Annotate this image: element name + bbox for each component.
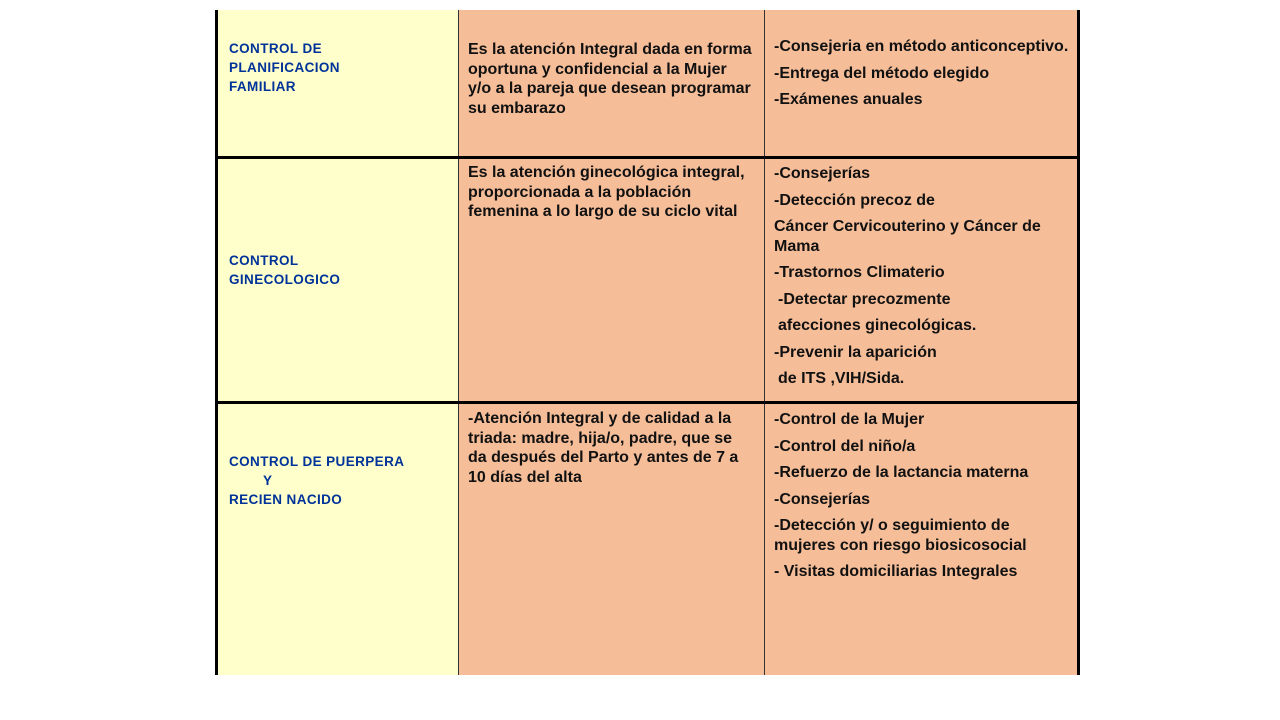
items-cell xyxy=(765,159,1077,404)
table-row-ginecologico xyxy=(218,156,1077,404)
description-cell xyxy=(459,159,765,404)
label-line: RECIEN NACIDO xyxy=(229,492,343,507)
items-list xyxy=(774,410,1069,589)
description-text: Es la atención Integral dada en forma oportuna y confidencial a la Mujer y/o a la pareja que desean programar su embarazo xyxy=(468,41,752,117)
items-list xyxy=(774,164,1069,396)
row-label xyxy=(229,39,452,96)
description-cell xyxy=(459,404,765,675)
label-line: CONTROL xyxy=(229,253,299,268)
list-item: -Detección precoz de xyxy=(774,191,935,209)
table-row-puerpera xyxy=(218,401,1077,675)
items-cell xyxy=(765,404,1077,675)
items-cell xyxy=(765,10,1077,156)
list-item: afecciones ginecológicas. xyxy=(778,317,977,334)
list-item: Cáncer Cervicouterino y Cáncer de Mama xyxy=(774,218,1041,255)
table-row-planificacion xyxy=(218,10,1077,156)
row-label xyxy=(229,251,452,289)
row-label-cell xyxy=(218,10,459,156)
services-table xyxy=(215,10,1080,675)
list-item: -Detección y/ o seguimiento de mujeres con riesgo biosicosocial xyxy=(774,517,1027,554)
label-line: FAMILIAR xyxy=(229,79,296,94)
row-label-cell xyxy=(218,159,459,404)
list-item: -Entrega del método elegido xyxy=(774,64,990,82)
list-item: -Consejeria en método anticonceptivo. xyxy=(774,38,1069,55)
description-text: -Atención Integral y de calidad a la triada: madre, hija/o, padre, que se da después del Parto y antes de 7 a 10 días del alta xyxy=(468,410,739,486)
list-item: -Control del niño/a xyxy=(774,437,916,455)
list-item: -Detectar precozmente xyxy=(778,290,951,308)
description-cell xyxy=(459,10,765,156)
list-item: -Exámenes anuales xyxy=(774,91,923,108)
label-line: PLANIFICACION xyxy=(229,60,340,75)
list-item: -Trastornos Climaterio xyxy=(774,264,945,281)
list-item: -Consejerías xyxy=(774,490,871,508)
list-item: -Control de la Mujer xyxy=(774,411,925,428)
description-text: Es la atención ginecológica integral, proporcionada a la población femenina a lo largo de su ciclo vital xyxy=(468,164,745,220)
list-item: de ITS ,VIH/Sida. xyxy=(778,370,905,387)
list-item: - Visitas domiciliarias Integrales xyxy=(774,563,1018,580)
label-line: GINECOLOGICO xyxy=(229,272,341,287)
list-item: -Consejerías xyxy=(774,165,871,182)
row-label xyxy=(229,452,452,509)
items-list xyxy=(774,37,1069,117)
label-line: CONTROL DE xyxy=(229,41,323,56)
list-item: -Prevenir la aparición xyxy=(774,343,937,361)
label-line: Y xyxy=(263,473,273,488)
list-item: -Refuerzo de la lactancia materna xyxy=(774,464,1029,481)
row-label-cell xyxy=(218,404,459,675)
label-line: CONTROL DE PUERPERA xyxy=(229,454,405,469)
